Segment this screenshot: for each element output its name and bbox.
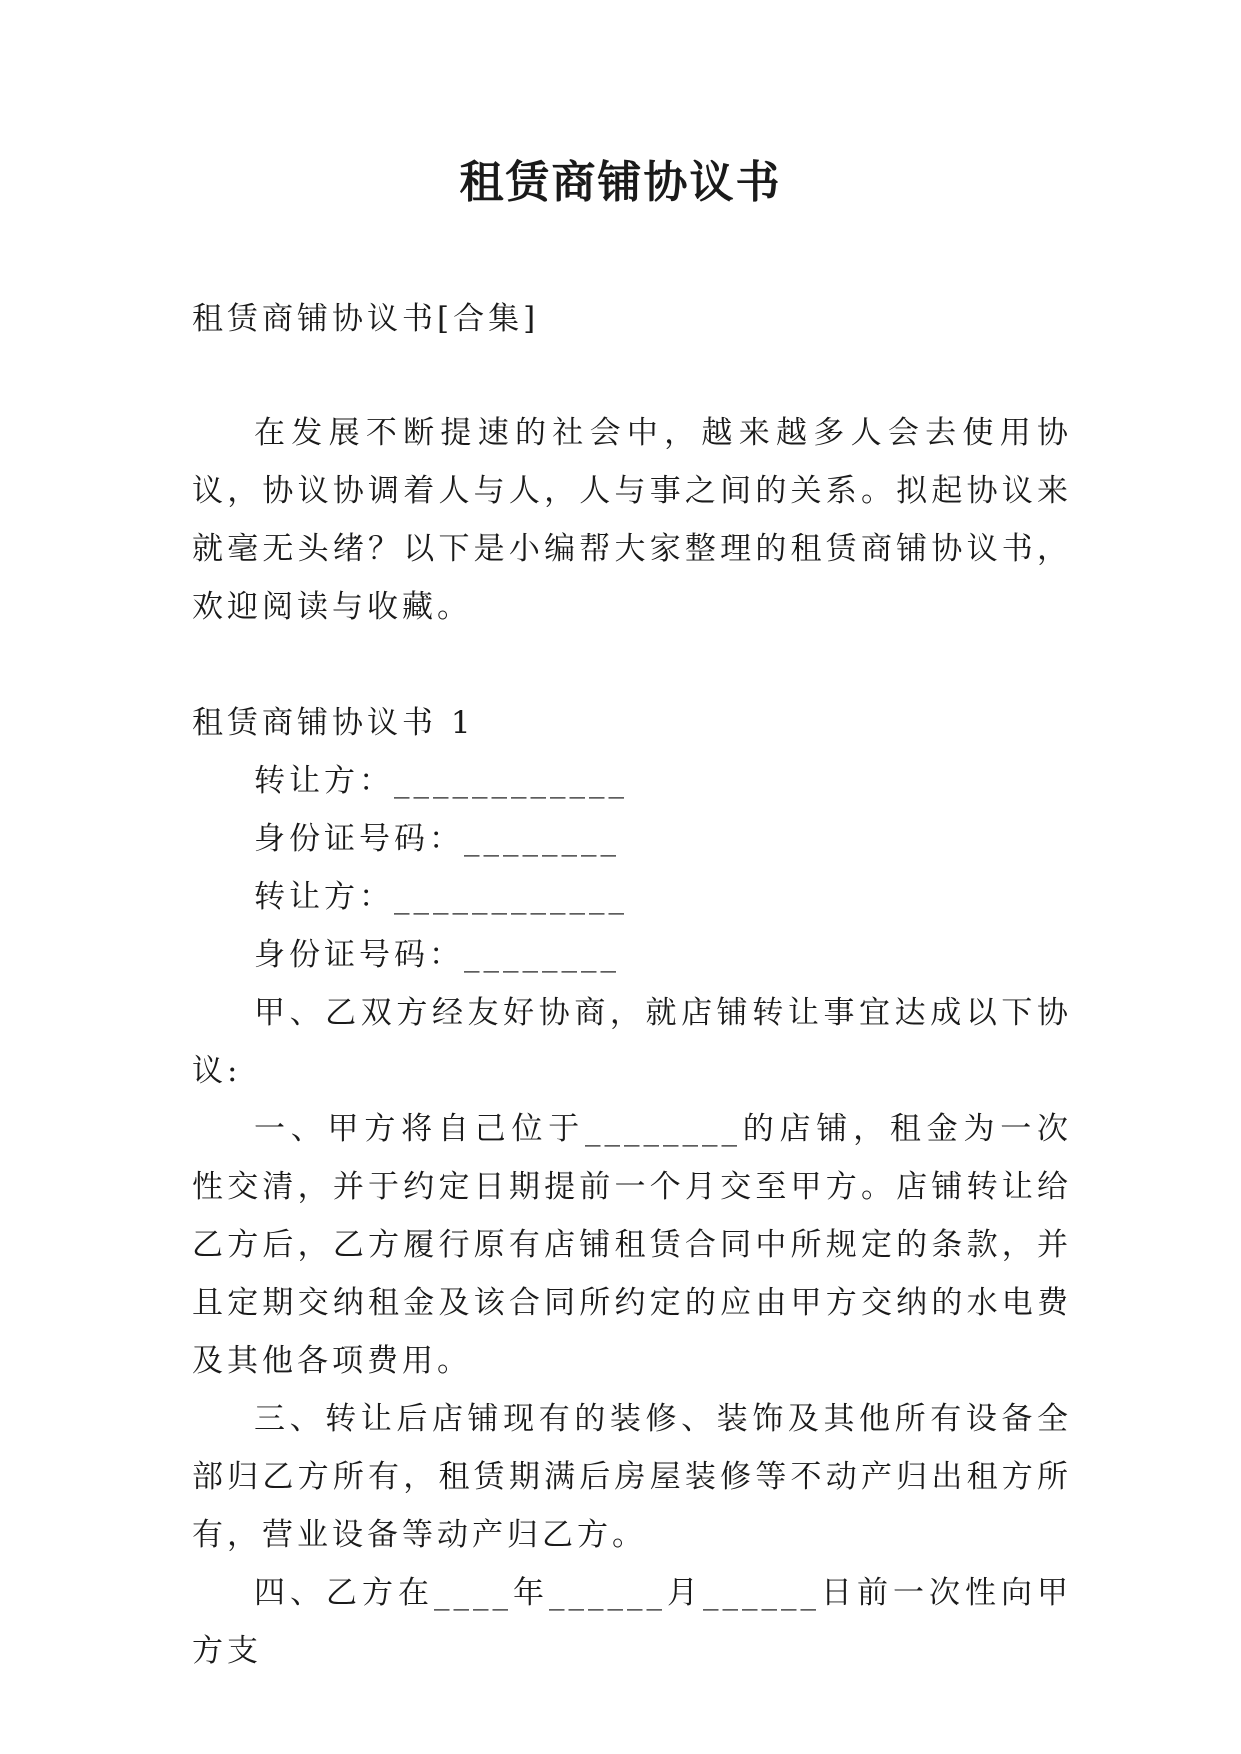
clause-three: 三、转让后店铺现有的装修、装饰及其他所有设备全部归乙方所有，租赁期满后房屋装修等不动产归出租方所有，营业设备等动产归乙方。 — [192, 1401, 1072, 1553]
section-heading: 租赁商铺协议书 1 — [192, 705, 475, 741]
intro-paragraph: 在发展不断提速的社会中，越来越多人会去使用协议，协议协调着人与人，人与事之间的关系。拟起协议来就毫无头绪？以下是小编帮大家整理的租赁商铺协议书，欢迎阅读与收藏。 — [192, 415, 1072, 625]
document-title: 租赁商铺协议书 — [459, 157, 782, 208]
field-transferor-1: 转让方：____________ — [254, 763, 628, 799]
field-id-number-1: 身份证号码：________ — [254, 821, 620, 857]
clause-one: 一、甲方将自己位于________的店铺，租金为一次性交清，并于约定日期提前一个月交至甲方。店铺转让给乙方后，乙方履行原有店铺租赁合同中所规定的条款，并且定期交纳租金及该合同所约定的应由甲方交纳的水电费及其他各项费用。 — [192, 1111, 1072, 1379]
document-body — [192, 290, 1072, 1680]
field-id-number-2: 身份证号码：________ — [254, 937, 620, 973]
field-transferor-2: 转让方：____________ — [254, 879, 628, 915]
clause-four: 四、乙方在____年______月______日前一次性向甲方支 — [192, 1575, 1072, 1669]
clause-preamble: 甲、乙双方经友好协商，就店铺转让事宜达成以下协议: — [192, 995, 1072, 1089]
document-subtitle: 租赁商铺协议书[合集] — [192, 301, 540, 337]
